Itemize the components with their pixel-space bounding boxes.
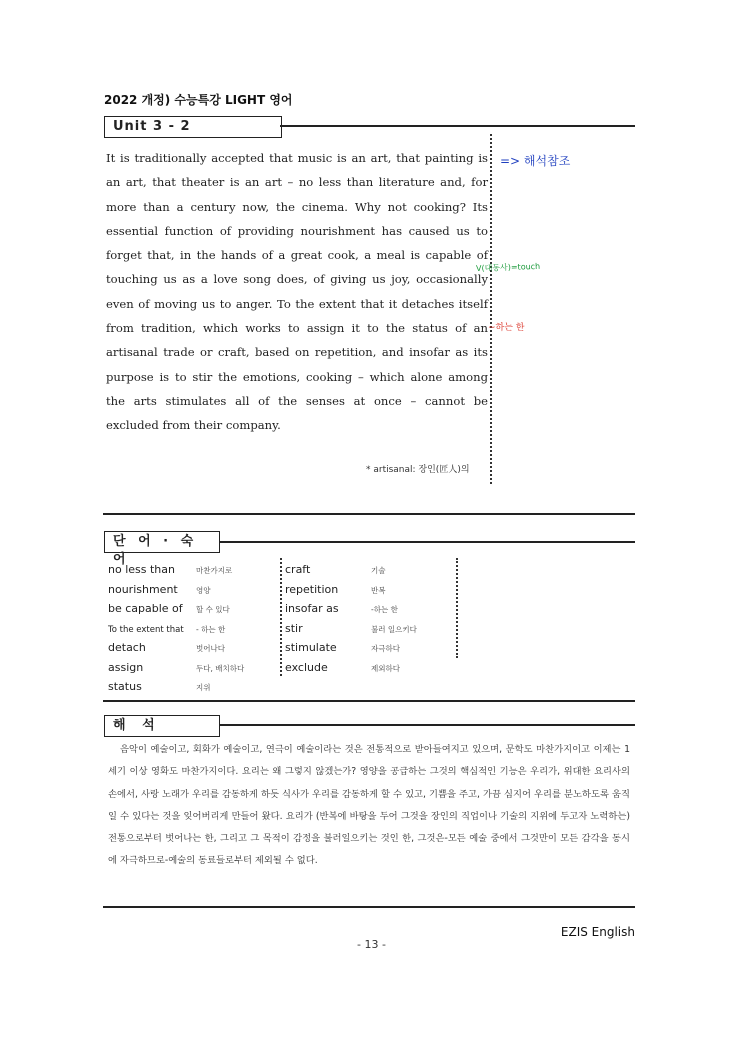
brand-name: EZIS English (560, 925, 635, 939)
vocab-item: craft 기술 (285, 563, 386, 576)
vocab-item: no less than 마찬가지로 (108, 563, 233, 576)
vocab-item: status 지위 (108, 680, 211, 693)
unit-rule (280, 125, 635, 127)
passage-text: It is traditionally accepted that music is an art, that painting is an art, that theater is an art – no less than literature and, for more than a century now, the cinema. Why not cooking? Its essential function of providing nourishment has caused us to forget that, in the hands of a great cook, a meal is capable of touching us as a love song does, of giving us joy, occasionally even of moving us to anger. To the extent that it detaches itself from tradition, which works to assign it to the status of an artisanal trade or craft, based on repetition, and insofar as its purpose is to stir the emotions, cooking – which alone among the arts stimulates all of the senses at once – cannot be excluded from their company. (106, 151, 488, 433)
vocab-item: stimulate 자극하다 (285, 641, 400, 654)
translation-text: 음악이 예술이고, 회화가 예술이고, 연극이 예술이라는 것은 전통적으로 받아들여지고 있으며, 문학도 마찬가지이고 이제는 1세기 이상 영화도 마찬가지이다. 요리는 왜 그렇지 않겠는가? 영양을 공급하는 그것의 핵심적인 기능은 우리가, 위대한 요리사의 손에서, 사랑 노래가 우리를 감동하게 하듯 식사가 우리를 감동하게 할 수 있고, 기쁨을 주고, 가끔 심지어 우리를 분노하도록 움직일 수 있다는 것을 잊어버리게 만들어 왔다. 요리가 (반복에 바탕을 두어 그것을 장인의 직업이나 기술의 지위에 두고자 노력하는) 전통으로부터 벗어나는 한, 그리고 그 목적이 감정을 불러일으키는 것인 한, 그것은-모든 예술 중에서 그것만이 모든 감각을 동시에 자극하므로-예술의 동료들로부터 제외될 수 없다. (108, 744, 630, 867)
footer-rule (103, 906, 635, 908)
vocab-item: stir 불러 일으키다 (285, 621, 417, 635)
translation-label-rule (220, 724, 635, 726)
section-rule-translation (103, 700, 635, 702)
touch-note: V(대동사)=touch (475, 261, 541, 274)
vocab-item: assign 두다, 배치하다 (108, 660, 245, 674)
page-header-title: 2022 개정) 수능특강 LIGHT 영어 (104, 93, 293, 107)
translation-section-label: 해 석 (104, 715, 220, 737)
vocab-item: repetition 반복 (285, 582, 386, 596)
footnote: * artisanal: 장인(匠人)의 (366, 465, 470, 475)
vocab-divider-1 (280, 558, 282, 676)
vocab-label-rule (220, 541, 635, 543)
unit-label: Unit 3 - 2 (104, 116, 282, 138)
insofar-note: ~하는 한 (488, 323, 525, 333)
vocab-item: To the extent that - 하는 한 (108, 624, 226, 635)
vocab-item: exclude 제외하다 (285, 660, 400, 674)
page-number: - 13 - (357, 938, 386, 951)
vocab-item: insofar as -하는 한 (285, 602, 398, 615)
vocab-item: detach 벗어나다 (108, 641, 225, 654)
passage-divider (490, 134, 492, 484)
vocab-left-column (108, 558, 278, 695)
vocab-right-column (285, 558, 455, 675)
side-note: => 해석참조 (500, 154, 571, 168)
section-rule-vocab (103, 513, 635, 515)
vocab-item: be capable of 할 수 있다 (108, 602, 230, 615)
vocab-item: nourishment 영양 (108, 582, 211, 596)
vocab-section-label: 단 어 · 숙 어 (104, 531, 220, 553)
vocab-divider-2 (456, 558, 458, 658)
